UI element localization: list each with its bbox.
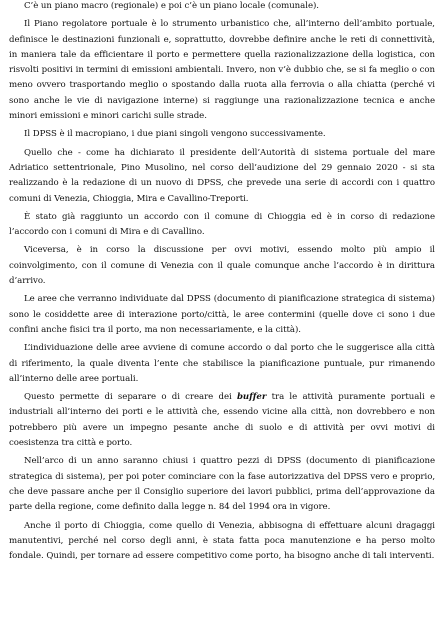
paragraph-dpss-macropiano: Il DPSS è il macropiano, i due piani singoli vengono successivamente.: [24, 129, 326, 140]
paragraph-accordo-chioggia: È stato già raggiunto un accordo con il comune di Chioggia ed è in corso di redazione l’accordo con i comuni di Mira e di Cavallino.: [9, 211, 435, 238]
buffer-text-after: tra le attività puramente portuali e industriali all’interno dei porti e le attività che, essendo vicine alla città, non dovrebbero e non potrebbero più avere un impegno pesante anche di suolo e di attività per ovvi motivi di coesistenza tra città e porto.: [9, 392, 435, 449]
paragraph-piano-macro: C’è un piano macro (regionale) e poi c’è un piano locale (comunale).: [24, 1, 319, 11]
buffer-emphasis: buffer: [236, 392, 267, 403]
buffer-text-before: Questo permette di separare o di creare dei: [24, 392, 237, 403]
paragraph-arco-anno: Nell’arco di un anno saranno chiusi i quattro pezzi di DPSS (documento di pianificazione strategica di sistema), per poi poter cominciare con la fase autorizzativa del DPSS vero e proprio, che deve passare anche per il Consiglio superiore dei lavori pubblici, prima dell’approvazione da parte della regione, come definito dalla legge n. 84 del 1994 ora in vigore.: [9, 456, 435, 513]
paragraph-audizione-musolino: Quello che - come ha dichiarato il presidente dell’Autorità di sistema portuale del mare Adriatico settentrionale, Pino Musolino, nel corso dell’audizione del 29 gennaio 2020 - si sta realizzando è la redazione di un nuovo di DPSS, che prevede una serie di accordi con i quattro comuni di Venezia, Chioggia, Mira e Cavallino-Treporti.: [9, 147, 435, 204]
paragraph-aree-interazione: Le aree che verranno individuate dal DPSS (documento di pianificazione strategica di sistema) sono le cosiddette aree di interazione porto/città, le aree contermini (quelle dove ci sono i due confini anche fisici tra il porto, ma non necessariamente, e la città).: [9, 294, 435, 335]
paragraph-porto-chioggia: Anche il porto di Chioggia, come quello di Venezia, abbisogna di effettuare alcuni dragaggi manutentivi, perché nel corso degli anni, è stata fatta poca manutenzione e ha perso molto fondale. Quindi, per tornare ad essere competitivo come porto, ha bisogno anche di tali interventi.: [9, 520, 435, 562]
paragraph-piano-regolatore: Il Piano regolatore portuale è lo strumento urbanistico che, all’interno dell’ambito portuale, definisce le destinazioni funzionali e, soprattutto, dovrebbe definire anche le reti di connettività, in maniera tale da efficientare il porto e permettere quella razionalizzazione della logistica, con risvolti positivi in termini di emissioni ambientali. Invero, non v’è dubbio che, se si fa meglio o con meno ovvero trasportando meglio o spostando dalla ruota alla ferrovia o alla chiatta (perché vi sono anche le vie di navigazione interne) si raggiunge una razionalizzazione tecnica e anche minori emissioni e minori carichi sulle strade.: [9, 19, 435, 122]
document-page: [9, 0, 435, 567]
paragraph-individuazione-aree: L’individuazione delle aree avviene di comune accordo o dal porto che le suggerisce alla città di riferimento, la quale diventa l’ente che stabilisce la pianificazione puntuale, pur rimanendo all’interno delle aree portuali.: [9, 343, 435, 384]
paragraph-buffer: [9, 390, 435, 451]
paragraph-comune-venezia: Viceversa, è in corso la discussione per ovvi motivi, essendo molto più ampio il coinvolgimento, con il comune di Venezia con il quale comunque anche l’accordo è in dirittura d’arrivo.: [9, 245, 435, 287]
